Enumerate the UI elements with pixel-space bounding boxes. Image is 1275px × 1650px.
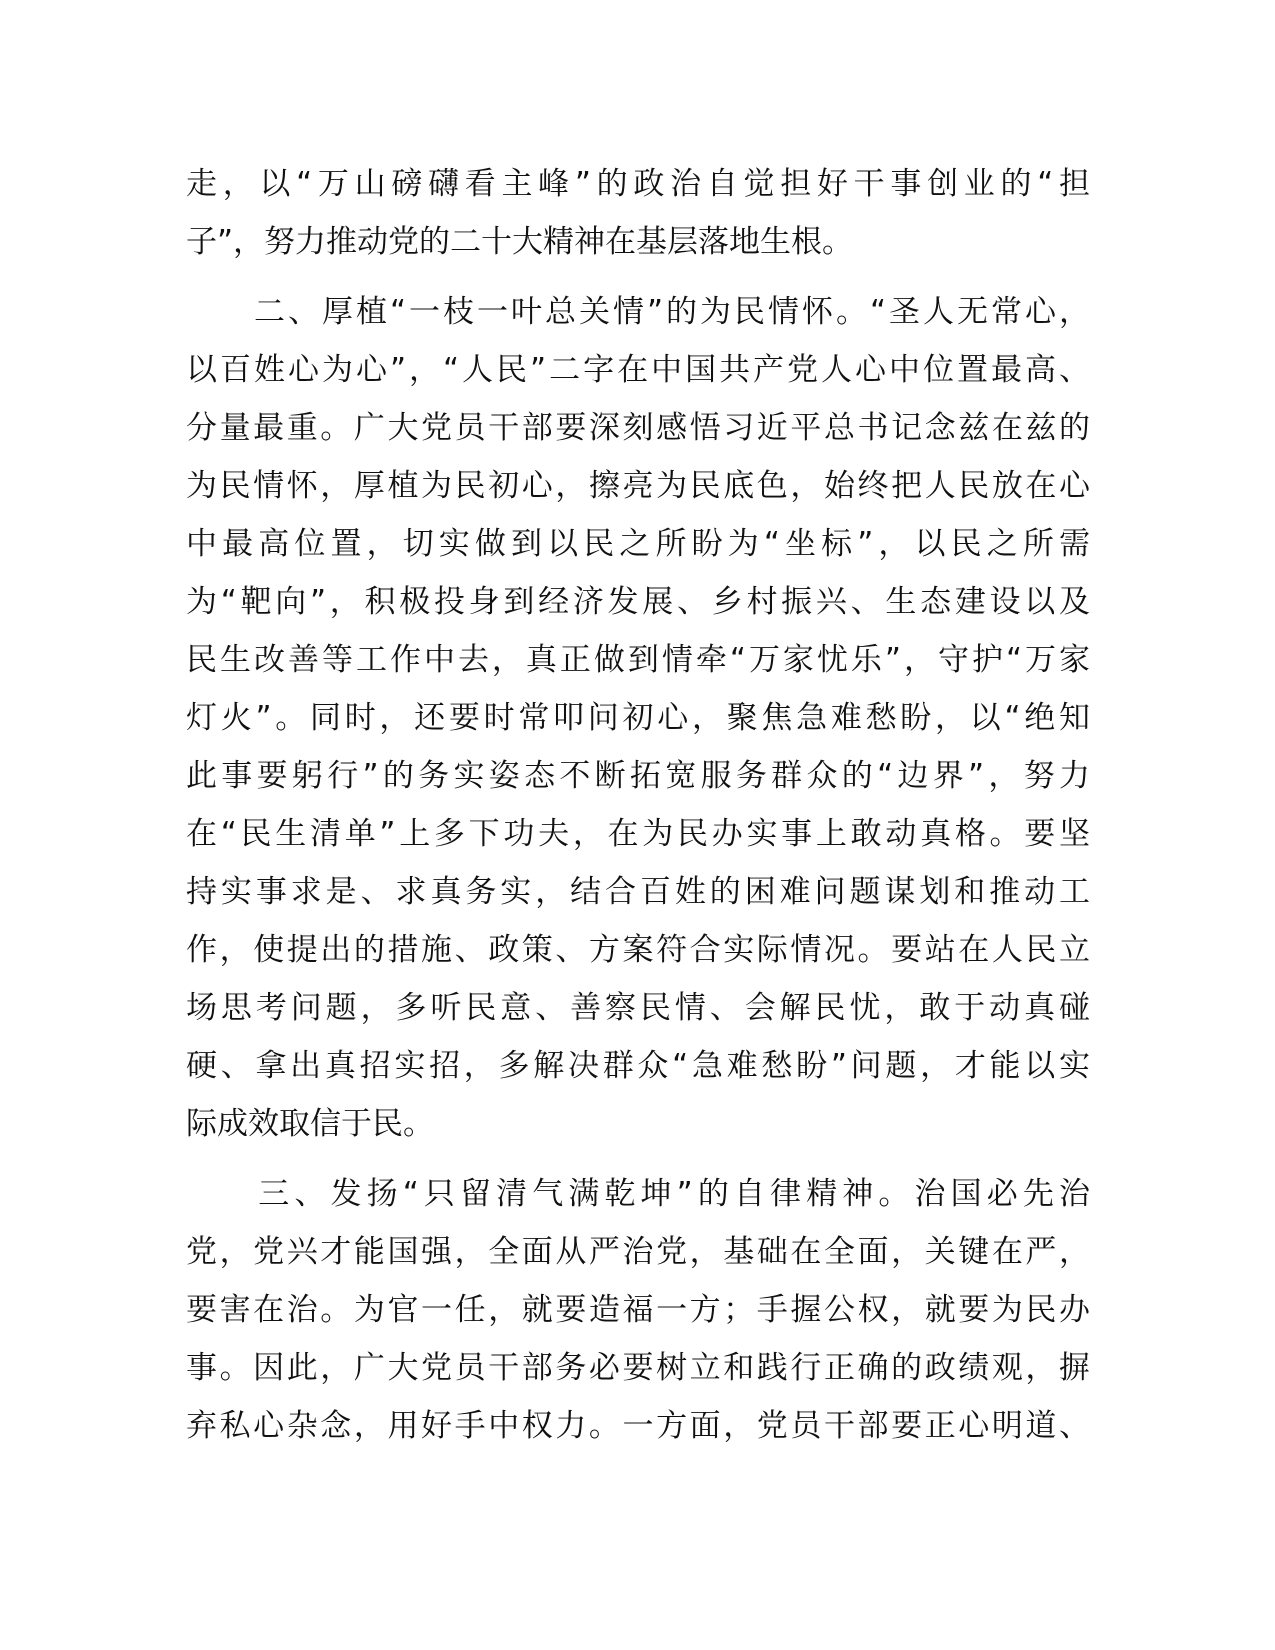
document-body	[186, 155, 1090, 1455]
text-line: 为民情怀，厚植为民初心，擦亮为民底色，始终把人民放在心	[186, 468, 1090, 504]
text-line: 以百姓心为心”，“人民”二字在中国共产党人心中位置最高、	[186, 352, 1090, 388]
text-line: 作，使提出的措施、政策、方案符合实际情况。要站在人民立	[186, 932, 1090, 968]
paragraph-gap	[186, 271, 1090, 283]
text-line: 事。因此，广大党员干部务必要树立和践行正确的政绩观，摒	[186, 1350, 1090, 1386]
text-line: 硬、拿出真招实招，多解决群众“急难愁盼”问题，才能以实	[186, 1048, 1090, 1084]
text-line: 二、厚植“一枝一叶总关情”的为民情怀。“圣人无常心，	[186, 294, 1090, 330]
text-line: 党，党兴才能国强，全面从严治党，基础在全面，关键在严，	[186, 1234, 1090, 1270]
text-line: 此事要躬行”的务实姿态不断拓宽服务群众的“边界”，努力	[186, 758, 1090, 794]
text-line: 分量最重。广大党员干部要深刻感悟习近平总书记念兹在兹的	[186, 410, 1090, 446]
text-line: 持实事求是、求真务实，结合百姓的困难问题谋划和推动工	[186, 874, 1090, 910]
text-line: 际成效取信于民。	[186, 1106, 434, 1142]
text-line: 民生改善等工作中去，真正做到情牵“万家忧乐”，守护“万家	[186, 642, 1090, 678]
text-line: 在“民生清单”上多下功夫，在为民办实事上敢动真格。要坚	[186, 816, 1090, 852]
text-line: 场思考问题，多听民意、善察民情、会解民忧，敢于动真碰	[186, 990, 1090, 1026]
text-line: 子”，努力推动党的二十大精神在基层落地生根。	[186, 224, 854, 260]
text-line: 三、发扬“只留清气满乾坤”的自律精神。治国必先治	[186, 1176, 1090, 1212]
text-line: 灯火”。同时，还要时常叩问初心，聚焦急难愁盼，以“绝知	[186, 700, 1090, 736]
text-line: 要害在治。为官一任，就要造福一方；手握公权，就要为民办	[186, 1292, 1090, 1328]
text-line: 走，以“万山磅礴看主峰”的政治自觉担好干事创业的“担	[186, 166, 1090, 202]
text-line: 中最高位置，切实做到以民之所盼为“坐标”，以民之所需	[186, 526, 1090, 562]
text-line: 弃私心杂念，用好手中权力。一方面，党员干部要正心明道、	[186, 1408, 1090, 1444]
text-line: 为“靶向”，积极投身到经济发展、乡村振兴、生态建设以及	[186, 584, 1090, 620]
paragraph-gap	[186, 1153, 1090, 1165]
